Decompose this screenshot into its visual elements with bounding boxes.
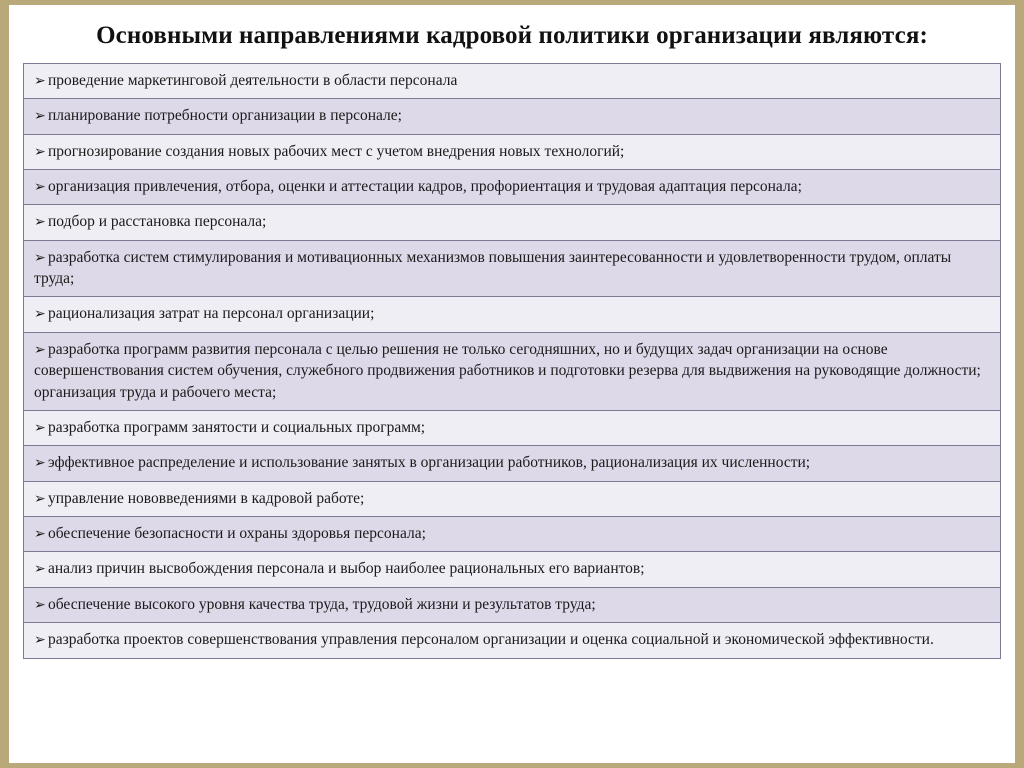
list-item [23, 623, 1001, 658]
bullet-arrow-icon: ➢ [34, 527, 46, 542]
bullet-arrow-icon: ➢ [34, 456, 46, 472]
list-item [23, 297, 1001, 332]
page-title: Основными направлениями кадровой политики организации являются: [96, 22, 928, 49]
list-item [23, 170, 1001, 205]
list-item-label: анализ причин высвобождения персонала и выбор наиболее рациональных его вариантов; [48, 560, 645, 578]
list-item-label: проведение маркетинговой деятельности в области персонала [48, 71, 458, 89]
bullet-arrow-icon: ➢ [34, 179, 46, 195]
list-item-label: разработка программ занятости и социальных программ; [48, 418, 426, 436]
list-item [23, 588, 1001, 623]
list-item [23, 446, 1001, 481]
list-item [23, 482, 1001, 517]
list-item [23, 135, 1001, 170]
bullet-arrow-icon: ➢ [34, 420, 46, 436]
bullet-arrow-icon: ➢ [34, 144, 46, 160]
list-item [23, 517, 1001, 552]
bullet-list [23, 63, 1001, 659]
list-item-label: обеспечение безопасности и охраны здоровья персонала; [48, 525, 426, 542]
bullet-arrow-icon: ➢ [34, 633, 46, 649]
bullet-arrow-icon: ➢ [34, 342, 46, 358]
list-item-label: рационализация затрат на персонал организации; [48, 305, 375, 323]
bullet-arrow-icon: ➢ [34, 215, 46, 231]
list-item-label: разработка систем стимулирования и мотивационных механизмов повышения заинтересованности и удовлетворенности трудом, оплаты труда; [34, 248, 952, 287]
list-item [23, 241, 1001, 298]
list-item-label: эффективное распределение и использование занятых в организации работников, рационализация их численности; [48, 454, 811, 472]
bullet-arrow-icon: ➢ [34, 73, 46, 89]
bullet-arrow-icon: ➢ [34, 491, 46, 507]
list-item-label: управление нововведениями в кадровой работе; [48, 489, 365, 507]
bullet-arrow-icon: ➢ [34, 562, 46, 578]
list-item [23, 99, 1001, 134]
list-item-label: планирование потребности организации в персонале; [48, 107, 402, 125]
list-item [23, 411, 1001, 446]
list-item-label: прогнозирование создания новых рабочих мест с учетом внедрения новых технологий; [48, 142, 625, 160]
bullet-arrow-icon: ➢ [34, 250, 46, 266]
list-item-label: разработка программ развития персонала с целью решения не только сегодняшних, но и будущих задач организации на основе совершенствования систем обучения, служебного продвижения работников и подготовки резерва для выдвижения на руководящие должности; организация труда и рабочего места; [34, 340, 981, 401]
list-item-label: разработка проектов совершенствования управления персоналом организации и оценка социальной и экономической эффективности. [48, 631, 934, 649]
list-item-label: обеспечение высокого уровня качества труда, трудовой жизни и результатов труда; [48, 595, 596, 613]
list-item [23, 552, 1001, 587]
list-item [23, 64, 1001, 99]
bullet-arrow-icon: ➢ [34, 597, 46, 613]
bullet-arrow-icon: ➢ [34, 109, 46, 125]
list-item [23, 333, 1001, 411]
bullet-arrow-icon: ➢ [34, 307, 46, 323]
list-item [23, 205, 1001, 240]
list-item-label: подбор и расстановка персонала; [48, 213, 267, 231]
list-item-label: организация привлечения, отбора, оценки и аттестации кадров, профориентация и трудовая адаптация персонала; [48, 177, 802, 195]
